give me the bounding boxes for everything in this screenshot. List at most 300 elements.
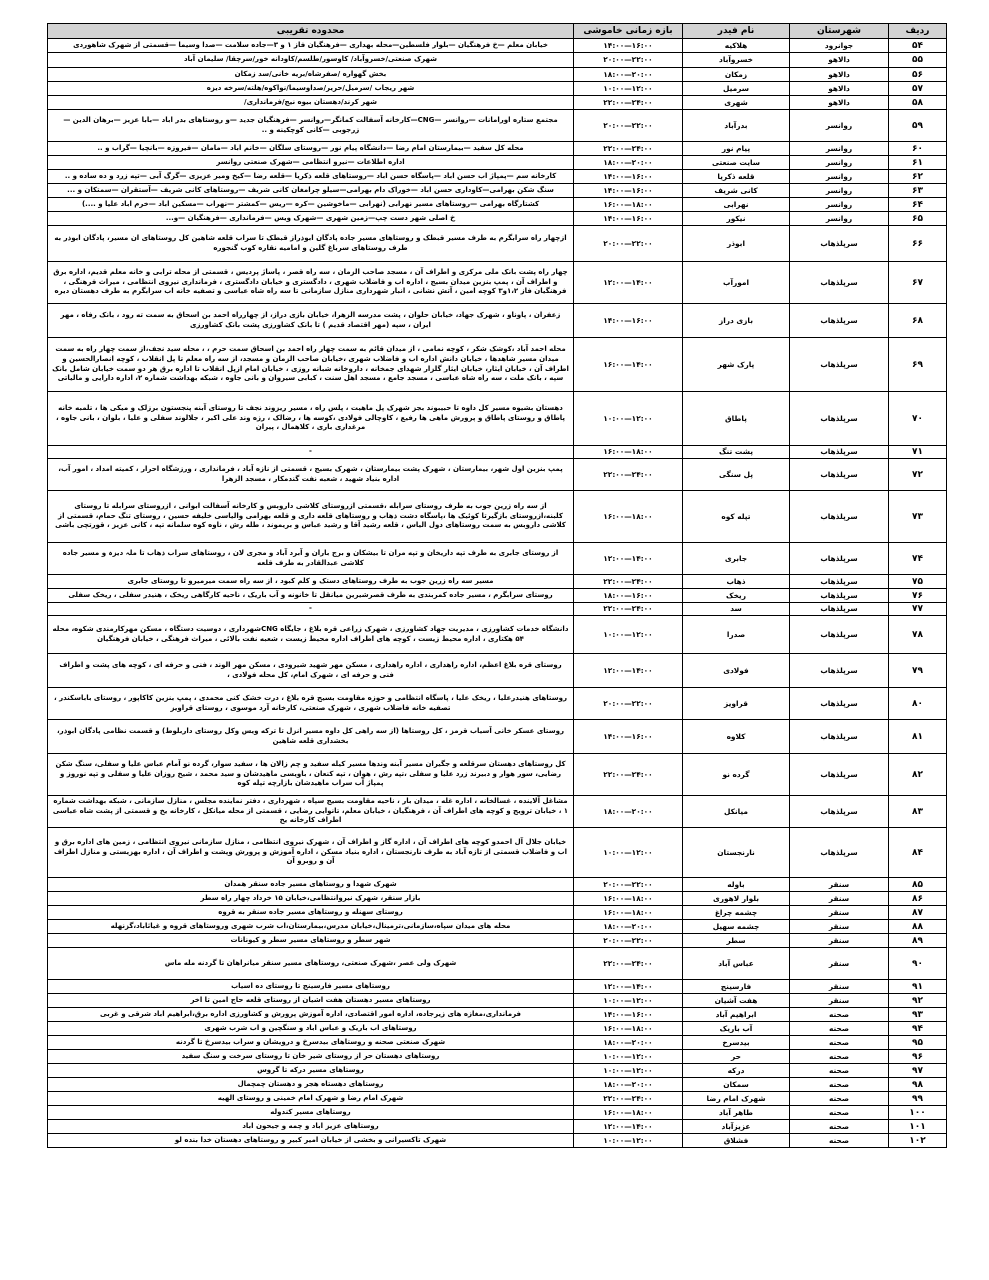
feeder-cell: جابری: [683, 543, 790, 575]
city-cell: سرپلذهاب: [790, 796, 889, 828]
outage-schedule-table: [47, 23, 947, 1148]
outage-time-cell: ۱۴:۰۰—۱۶:۰۰: [574, 184, 683, 198]
table-row: [48, 1078, 947, 1092]
outage-time-cell: ۱۸:۰۰—۲۰:۰۰: [574, 1036, 683, 1050]
outage-time-cell: ۲۲:۰۰—۲۴:۰۰: [574, 1092, 683, 1106]
feeder-cell: هفت آشیان: [683, 994, 790, 1008]
row-number-cell: ۹۸: [889, 1078, 947, 1092]
area-cell: چهار راه پشت بانک ملی مرکزی و اطراف آن ، مسجد صاحب الزمان ، سه راه قصر ، پاساژ پردیس ، قسمتی از محله ترابی و خانه معلم قدیم، اداره برق و اطراف آن ، پمپ بنزین میدان بسیج ، اداره اب و فاضلاب شهری ، دادگستری و خیابان دادگستری ، فرمانداری نیروی انتظامی ، میراث فرهنگی ، فرهنگیان فاز ۱،۲و۳ کوچه امین ، آتش نشانی ، انبار شهرداری منازل سازمانی تا سه راه شاه عباسی و تصفیه خانه اب سرابگرم به طرف دهستان دیره: [48, 262, 574, 304]
feeder-cell: نهرابی: [683, 198, 790, 212]
area-cell: روستاهای مسیر درکه تا گروس: [48, 1064, 574, 1078]
city-cell: جوانرود: [790, 39, 889, 53]
feeder-cell: فولادی: [683, 654, 790, 688]
area-cell: شهرک امام رضا و شهرک امام خمینی و روستای الهیه: [48, 1092, 574, 1106]
feeder-cell: درکه: [683, 1064, 790, 1078]
city-cell: سرپلذهاب: [790, 491, 889, 543]
table-row: [48, 142, 947, 156]
outage-time-cell: ۱۶:۰۰—۱۸:۰۰: [574, 446, 683, 459]
row-number-cell: ۸۲: [889, 754, 947, 796]
row-number-cell: ۷۷: [889, 603, 947, 616]
row-number-cell: ۷۸: [889, 616, 947, 654]
outage-time-cell: ۱۸:۰۰—۲۰:۰۰: [574, 1078, 683, 1092]
table-row: [48, 948, 947, 980]
header-row: [48, 24, 947, 39]
row-number-cell: ۹۵: [889, 1036, 947, 1050]
table-row: [48, 1008, 947, 1022]
table-row: [48, 720, 947, 754]
outage-time-cell: ۱۲:۰۰—۱۴:۰۰: [574, 654, 683, 688]
table-row: [48, 934, 947, 948]
row-number-cell: ۹۹: [889, 1092, 947, 1106]
outage-time-cell: ۲۰:۰۰—۲۲:۰۰: [574, 226, 683, 262]
table-row: [48, 82, 947, 96]
table-body: [48, 39, 947, 1148]
row-number-cell: ۷۰: [889, 392, 947, 446]
feeder-cell: آب باریک: [683, 1022, 790, 1036]
outage-time-cell: ۱۸:۰۰—۱۶:۰۰: [574, 589, 683, 603]
city-cell: صحنه: [790, 1036, 889, 1050]
area-cell: بخش گهواره /صفرشاه/بریه خانی/سد زمکان: [48, 68, 574, 82]
area-cell: شهرک صنعتی/خسروآباد/ کاوسور/طلسم/کاودانه خور/سرچقا/ سلیمان آباد: [48, 53, 574, 68]
city-cell: دالاهو: [790, 53, 889, 68]
feeder-cell: بلوار لاهوری: [683, 892, 790, 906]
feeder-cell: قلعه ذکریا: [683, 170, 790, 184]
header-row-number: ردیف: [889, 24, 947, 39]
row-number-cell: ۵۸: [889, 96, 947, 110]
row-number-cell: ۷۴: [889, 543, 947, 575]
city-cell: سرپلذهاب: [790, 262, 889, 304]
table-row: [48, 688, 947, 720]
city-cell: روانسر: [790, 142, 889, 156]
city-cell: سرپلذهاب: [790, 654, 889, 688]
feeder-cell: پیام نور: [683, 142, 790, 156]
outage-time-cell: ۱۶:۰۰—۱۸:۰۰: [574, 198, 683, 212]
header-city: شهرستان: [790, 24, 889, 39]
city-cell: سنقر: [790, 948, 889, 980]
outage-time-cell: ۱۰:۰۰—۱۲:۰۰: [574, 1134, 683, 1148]
row-number-cell: ۶۲: [889, 170, 947, 184]
table-row: [48, 1064, 947, 1078]
city-cell: روانسر: [790, 198, 889, 212]
feeder-cell: بدرآباد: [683, 110, 790, 142]
table-row: [48, 170, 947, 184]
row-number-cell: ۶۰: [889, 142, 947, 156]
area-cell: خ اصلی شهر دست چپ—زمین شهری —شهرک ویس —فرمانداری —فرهنگیان —و...: [48, 212, 574, 226]
city-cell: روانسر: [790, 212, 889, 226]
outage-time-cell: ۲۰:۰۰—۲۲:۰۰: [574, 934, 683, 948]
city-cell: سنقر: [790, 892, 889, 906]
outage-time-cell: ۱۶:۰۰—۱۸:۰۰: [574, 1106, 683, 1120]
table-row: [48, 994, 947, 1008]
row-number-cell: ۶۵: [889, 212, 947, 226]
outage-time-cell: ۲۲:۰۰—۲۴:۰۰: [574, 754, 683, 796]
outage-time-cell: ۲۲:۰۰—۲۴:۰۰: [574, 96, 683, 110]
feeder-cell: باوله: [683, 878, 790, 892]
city-cell: سرپلذهاب: [790, 616, 889, 654]
area-cell: روستاهای اب باریک و عباس اباد و سنگچین و اب شرب شهری: [48, 1022, 574, 1036]
feeder-cell: ابوذر: [683, 226, 790, 262]
city-cell: سنقر: [790, 878, 889, 892]
table-row: [48, 262, 947, 304]
area-cell: بازار سنقر، شهرک نیروانتظامی،خیابان ۱۵ خرداد چهار راه سطر: [48, 892, 574, 906]
feeder-cell: کانی شریف: [683, 184, 790, 198]
area-cell: روستاهای مسیر فارسینج تا روستای ده اسیاب: [48, 980, 574, 994]
city-cell: سرپلذهاب: [790, 603, 889, 616]
row-number-cell: ۵۹: [889, 110, 947, 142]
table-header: [48, 24, 947, 39]
feeder-cell: میانکل: [683, 796, 790, 828]
city-cell: سرپلذهاب: [790, 688, 889, 720]
table-row: [48, 796, 947, 828]
city-cell: روانسر: [790, 110, 889, 142]
area-cell: سنگ شکن بهرامی—کاوداری حسن اباد —خوراک دام بهرامی—سیلو چرامغان کانی شریف —روستاهای کانی شریف —آستقران —سمتکان و ...: [48, 184, 574, 198]
city-cell: روانسر: [790, 170, 889, 184]
city-cell: سنقر: [790, 934, 889, 948]
table-row: [48, 68, 947, 82]
city-cell: صحنه: [790, 1022, 889, 1036]
outage-time-cell: ۲۰:۰۰—۲۲:۰۰: [574, 53, 683, 68]
feeder-cell: چشمه چراغ: [683, 906, 790, 920]
row-number-cell: ۷۶: [889, 589, 947, 603]
feeder-cell: کلاوه: [683, 720, 790, 754]
area-cell: روستاهای هنیدرعلیا ، ریخک علیا ، پاسگاه انتظامی و حوزه مقاومت بسیج قره بلاغ ، درت خشک کنی محمدی ، پمپ بنزین کاکاپور ، روستای باباسکندر ، تصفیه خانه فاضلاب شهری ، شهرک صنعتی، کارخانه آرد موسوی ، روستای قراویز: [48, 688, 574, 720]
area-cell: فرمانداری،مغازه های زیرجاده، اداره امور اقتصادی، اداره آموزش پرورش و کشاورزی اداره برق،ابراهیم اباد شرقی و غربی: [48, 1008, 574, 1022]
city-cell: سرپلذهاب: [790, 589, 889, 603]
feeder-cell: پارک شهر: [683, 338, 790, 392]
outage-time-cell: ۱۲:۰۰—۱۴:۰۰: [574, 980, 683, 994]
feeder-cell: پاطاق: [683, 392, 790, 446]
area-cell: دهستان بشیوه مسیر کل داوه تا حبیبوند بجز شهرک پل ماهیت ، پلس راه ، مسیر ریزوند نجف تا روستای آبنه پنجستون برزلک و میکی ها ، تلمبه خانه پاطاق و روستای پاطاق و پرورش ماهی ها رفیع ، کاوچالی فولادی ،کوسه ها ، رضالک ، رزه وند علی اکبر ، جلالوند سفلی و علیا ، بلوان ، بانی جاوه ، مرغداری باری ، کلاهمال ، پیران: [48, 392, 574, 446]
table-row: [48, 212, 947, 226]
row-number-cell: ۹۱: [889, 980, 947, 994]
area-cell: از روستای جابری به طرف تپه داریخان و تپه مران تا بیشکان و برج باران و آبرد آباد و مجری لان ، روستاهای سراب ذهاب تا ملہ دیزہ و مسیر جاده کلاشی عبدالقادر به طرف قلعه: [48, 543, 574, 575]
area-cell: روستای عسکر خانی آسیاب قرمز ، کل روستاها (از سه راهی کل داوه مسیر انزل تا ترکه ویس وکل روستای داربلوط) و قسمت نظامی پادگان ابوذر، بخشداری قلعه شاهین: [48, 720, 574, 754]
table-row: [48, 1036, 947, 1050]
city-cell: سرپلذهاب: [790, 575, 889, 589]
outage-time-cell: ۱۸:۰۰—۲۰:۰۰: [574, 920, 683, 934]
outage-time-cell: ۱۲:۰۰—۱۴:۰۰: [574, 543, 683, 575]
table-row: [48, 198, 947, 212]
area-cell: روستاهای دهستاه هجر و دهستان چمچمال: [48, 1078, 574, 1092]
city-cell: روانسر: [790, 184, 889, 198]
row-number-cell: ۶۹: [889, 338, 947, 392]
city-cell: سرپلذهاب: [790, 459, 889, 491]
feeder-cell: چشمه سهیل: [683, 920, 790, 934]
area-cell: روستای قره بلاغ اعظم، اداره راهداری ، اداره راهداری ، مسکن مهر شهید شیرودی ، مسکن مهر الوند ، فنی و حرفه ای ، کوچه های پشت و اطراف فنی و حرفه ای ، شهرک امام، کل محله فولادی ،: [48, 654, 574, 688]
table-row: [48, 920, 947, 934]
feeder-cell: صدرا: [683, 616, 790, 654]
feeder-cell: حر: [683, 1050, 790, 1064]
header-area: محدوده تقریبی: [48, 24, 574, 39]
feeder-cell: سرمیل: [683, 82, 790, 96]
row-number-cell: ۶۴: [889, 198, 947, 212]
feeder-cell: بیدسرخ: [683, 1036, 790, 1050]
outage-time-cell: ۱۸:۰۰—۲۰:۰۰: [574, 156, 683, 170]
row-number-cell: ۱۰۱: [889, 1120, 947, 1134]
feeder-cell: بازی دراز: [683, 304, 790, 338]
table-row: [48, 654, 947, 688]
area-cell: محله احمد آباد ،کوشک شکر ، کوچه نمامی ، از میدان قائم به سمت چهار راه احمد بن اسحاق سمت حرم ، ، محله سید نجف،از سمت چهار راه به سمت میدان مسیر شاهدها ، خیابان دانش اداره اب و فاضلاب شهری ،خیابان صاحب الزمان و مسجد، از سه راه معلم تا پل انقلاب ، کوچه انصارالحسین و اطراف آن ، خیابان ایثار، خیابان ایثار گلزار شهدای جمخانه ، داروخانه شبانه روزی ، خیابان امام ازپل انقلاب تا اداره برق هر دو سمت خیابان شامل بانک سپه ، بانک ملت ، سه راه شاه عباسی ، مسجد جامع ، مسجد اهل سنت ، کبابی سیروان و بانی جاوه ، شبکه بهداشت شماره ۲، اداره دارایی و مالیاتی: [48, 338, 574, 392]
city-cell: سنقر: [790, 920, 889, 934]
row-number-cell: ۷۳: [889, 491, 947, 543]
feeder-cell: ذهاب: [683, 575, 790, 589]
city-cell: سرپلذهاب: [790, 304, 889, 338]
row-number-cell: ۸۵: [889, 878, 947, 892]
outage-time-cell: ۱۰:۰۰—۱۲:۰۰: [574, 1064, 683, 1078]
outage-time-cell: ۱۴:۰۰—۱۶:۰۰: [574, 720, 683, 754]
table-row: [48, 39, 947, 53]
city-cell: سرپلذهاب: [790, 543, 889, 575]
table-row: [48, 892, 947, 906]
table-row: [48, 1092, 947, 1106]
outage-time-cell: ۱۴:۰۰—۱۶:۰۰: [574, 304, 683, 338]
row-number-cell: ۵۷: [889, 82, 947, 96]
table-row: [48, 156, 947, 170]
row-number-cell: ۵۵: [889, 53, 947, 68]
table-row: [48, 96, 947, 110]
outage-time-cell: ۱۴:۰۰—۱۶:۰۰: [574, 1008, 683, 1022]
table-row: [48, 459, 947, 491]
area-cell: روستاهای مسیر کندوله: [48, 1106, 574, 1120]
city-cell: صحنه: [790, 1120, 889, 1134]
table-row: [48, 392, 947, 446]
feeder-cell: زمکان: [683, 68, 790, 82]
city-cell: سرپلذهاب: [790, 338, 889, 392]
row-number-cell: ۶۶: [889, 226, 947, 262]
feeder-cell: پل سنگی: [683, 459, 790, 491]
city-cell: سرپلذهاب: [790, 828, 889, 878]
area-cell: از سه راه زرین جوب به طرف روستای سرابله ،قسمتی ازروستای کلاشی داروبس و کارخانه آسفالت ابوانی ، ازروستای سرابله تا روستای کلبنه،ازروستای بازگیرتا کوئیک ها ،پاسگاه دشت ذهاب و روستاهای قلعه داری و قلعه بهرامی والیاسی خلیفه حسین ، روستای تنگ حمام، قسمتی از کلاشی داروبس به سمت روستاهای دول الیاس ، قلعه رشید آقا و رشید عباس و بریموند ، طله رش ، ناوه کوه سلمانه تپه ، کانی عزیز ، قورتچی باشی: [48, 491, 574, 543]
outage-time-cell: ۱۴:۰۰—۱۶:۰۰: [574, 212, 683, 226]
outage-time-cell: ۲۰:۰۰—۲۲:۰۰: [574, 688, 683, 720]
feeder-cell: ریخک: [683, 589, 790, 603]
area-cell: روستای سرابگرم ، مسیر جاده کمربندی به طرف قصرشیرین میانقل تا خانونه و آب باریک ، ناحیه کارگاهی ریخک ، هنیدر سفلی ، ریخک سفلی: [48, 589, 574, 603]
row-number-cell: ۹۲: [889, 994, 947, 1008]
area-cell: شهر ریجاب /سرمیل/حریر/صداوسیما/نواکوه/هلته/سرخه دیزه: [48, 82, 574, 96]
outage-time-cell: ۱۲:۰۰—۱۴:۰۰: [574, 262, 683, 304]
city-cell: صحنه: [790, 1008, 889, 1022]
area-cell: شهر کرند/دهستان بیوه نیج/فرمانداری/: [48, 96, 574, 110]
area-cell: پمپ بنزین اول شهر، بیمارستان ، شهرک پشت بیمارستان ، شهرک بسیج ، قسمتی از نازه آباد ، فرمانداری ، ورزشگاه احرار ، کمیته امداد ، امور آب، اداره بنیاد شهید ، شعبه نفت گندمکار ، مسجد الزهرا: [48, 459, 574, 491]
table-row: [48, 304, 947, 338]
feeder-cell: پشت تنگ: [683, 446, 790, 459]
row-number-cell: ۵۶: [889, 68, 947, 82]
city-cell: سرپلذهاب: [790, 392, 889, 446]
city-cell: سرپلذهاب: [790, 226, 889, 262]
table-row: [48, 491, 947, 543]
feeder-cell: عباس آباد: [683, 948, 790, 980]
table-row: [48, 1050, 947, 1064]
table-row: [48, 226, 947, 262]
row-number-cell: ۸۴: [889, 828, 947, 878]
area-cell: محله های میدان سپاه،سازمانی،ترمینال،خیابان مدرس،بیمارستان،اب شرب شهری وروستاهای قروه و غیاثاباد،گزنهله: [48, 920, 574, 934]
outage-schedule-sheet: [47, 23, 946, 1148]
table-row: [48, 53, 947, 68]
area-cell: شهرک تاکسیرانی و بخشی از خیابان امیر کبیر و روستاهای دهستان خدا بنده لو: [48, 1134, 574, 1148]
row-number-cell: ۹۷: [889, 1064, 947, 1078]
feeder-cell: ابراهیم آباد: [683, 1008, 790, 1022]
outage-time-cell: ۱۸:۰۰—۲۰:۰۰: [574, 68, 683, 82]
area-cell: روستاهای مسیر دهستان هفت اشیان از روستای قلعه حاج امین تا اخر: [48, 994, 574, 1008]
city-cell: صحنه: [790, 1050, 889, 1064]
city-cell: صحنه: [790, 1106, 889, 1120]
row-number-cell: ۶۳: [889, 184, 947, 198]
feeder-cell: طاهر آباد: [683, 1106, 790, 1120]
feeder-cell: سایت صنعتی: [683, 156, 790, 170]
feeder-cell: شهرک امام رضا: [683, 1092, 790, 1106]
row-number-cell: ۸۹: [889, 934, 947, 948]
outage-time-cell: ۱۶:۰۰—۱۸:۰۰: [574, 1022, 683, 1036]
row-number-cell: ۶۸: [889, 304, 947, 338]
city-cell: صحنه: [790, 1064, 889, 1078]
area-cell: خیابان جلال آل احمدو کوچه های اطراف آن ، اداره گاز و اطراف آن ، شهرک نیروی انتظامی ، منازل سازمانی نیروی انتظامی ، زمین های اداره برق و اب و فاضلاب قسمتی از تازه آباد به طرف نارنجستان ، اداره بنیاد مسکن ، اداره آموزش و پرورش وپشت و اطراف آن ، اداره بهزیستی و منازل اطراف آن و روبرو آن: [48, 828, 574, 878]
area-cell: شهرک شهدا و روستاهای مسیر جاده سنقر همدان: [48, 878, 574, 892]
feeder-cell: شهری: [683, 96, 790, 110]
outage-time-cell: ۱۶:۰۰—۱۴:۰۰: [574, 338, 683, 392]
city-cell: دالاهو: [790, 82, 889, 96]
area-cell: خیابان معلم —خ فرهنگیان —بلوار فلسطین—محله بهداری —فرهنگیان فاز ۱ و ۳—جاده سلامت —صدا وسیما —قسمتی از شهرک شاهوردی: [48, 39, 574, 53]
table-row: [48, 575, 947, 589]
outage-time-cell: ۱۴:۰۰—۱۶:۰۰: [574, 170, 683, 184]
table-row: [48, 603, 947, 616]
area-cell: -: [48, 603, 574, 616]
area-cell: روستاهای عزیز اباد و چمه و جیحون اباد: [48, 1120, 574, 1134]
table-row: [48, 1120, 947, 1134]
row-number-cell: ۸۸: [889, 920, 947, 934]
outage-time-cell: ۱۸:۰۰—۲۰:۰۰: [574, 796, 683, 828]
row-number-cell: ۹۳: [889, 1008, 947, 1022]
city-cell: صحنه: [790, 1078, 889, 1092]
table-row: [48, 616, 947, 654]
table-row: [48, 589, 947, 603]
outage-time-cell: ۱۰:۰۰—۱۲:۰۰: [574, 616, 683, 654]
outage-time-cell: ۲۲:۰۰—۲۴:۰۰: [574, 948, 683, 980]
area-cell: کل روستاهای دهستان سرقلعه و جگیران مسیر آبنه وندها مسیر کیله سفید و چم زالان ها ، سفید سوار، گرده نو آمام عباس علیا و سفلی، سنگ شکن رضایی، سور هوار و دبیرند زرد علیا و سفلی ،تپه رش ، هوان ، تپه کنعان ، باویسی ماهیدشان و سید محمد ، شیخ روزان علیا و سفلی و تپه نوروز و پمپاژ آب سراب ماهیدشان بازارچه تپله کوه: [48, 754, 574, 796]
table-row: [48, 906, 947, 920]
outage-time-cell: ۱۰:۰۰—۱۲:۰۰: [574, 392, 683, 446]
outage-time-cell: ۱۰:۰۰—۱۲:۰۰: [574, 828, 683, 878]
outage-time-cell: ۱۲:۰۰—۱۴:۰۰: [574, 1120, 683, 1134]
table-row: [48, 446, 947, 459]
feeder-cell: هلاکیه: [683, 39, 790, 53]
row-number-cell: ۶۷: [889, 262, 947, 304]
feeder-cell: قراویز: [683, 688, 790, 720]
outage-time-cell: ۱۰:۰۰—۱۲:۰۰: [574, 1050, 683, 1064]
city-cell: دالاهو: [790, 68, 889, 82]
outage-time-cell: ۱۴:۰۰—۱۶:۰۰: [574, 39, 683, 53]
outage-time-cell: ۲۰:۰۰—۲۲:۰۰: [574, 878, 683, 892]
feeder-cell: نیکور: [683, 212, 790, 226]
table-row: [48, 754, 947, 796]
table-row: [48, 110, 947, 142]
feeder-cell: عزیزآباد: [683, 1120, 790, 1134]
outage-time-cell: ۱۶:۰۰—۱۸:۰۰: [574, 892, 683, 906]
outage-time-cell: ۱۶:۰۰—۱۸:۰۰: [574, 491, 683, 543]
area-cell: دانشگاه خدمات کشاورزی ، مدیریت جهاد کشاورزی ، شهرک زراعی قره بلاغ ، جایگاه CNGشهرداری ، دوسیت دستگاه ، مسکن مهرکارمندی شکوه، محله ۵۴ هکتاری ، اداره محیط زیست ، کوچه های اطراف اداره محیط زیست ، شعبه نفت بالائی ، میراث فرهنگی ، خیابان فرهنگیان: [48, 616, 574, 654]
city-cell: سرپلذهاب: [790, 720, 889, 754]
area-cell: مسیر سه راه زرین جوب به طرف روستاهای دستک و کلم کبود ، از سه راه سمت میرمیرو تا روستای جابری: [48, 575, 574, 589]
feeder-cell: گرده نو: [683, 754, 790, 796]
outage-time-cell: ۲۲:۰۰—۲۴:۰۰: [574, 603, 683, 616]
table-row: [48, 543, 947, 575]
area-cell: روستای سهنله و روستاهای مسیر جاده سنقر به قروه: [48, 906, 574, 920]
outage-time-cell: ۲۲:۰۰—۲۴:۰۰: [574, 142, 683, 156]
header-outage-time: بازه زمانی خاموشی: [574, 24, 683, 39]
row-number-cell: ۷۵: [889, 575, 947, 589]
area-cell: شهرک ولی عصر ،شهرک صنعتی، روستاهای مسیر سنقر میانراهان تا گردنه مله ماس: [48, 948, 574, 980]
table-row: [48, 980, 947, 994]
outage-time-cell: ۱۶:۰۰—۱۸:۰۰: [574, 906, 683, 920]
area-cell: ازچهار راه سرابگرم به طرف مسیر قبطک و روستاهای مسیر جاده پادگان ابوذراز قبطک تا سراب قلعه شاهین کل روستاهای ان مسیر، پادگان ابوذر به طرف روستاهای سرباغ گلین و امامیه نقاره کوب گنجوره: [48, 226, 574, 262]
row-number-cell: ۸۰: [889, 688, 947, 720]
row-number-cell: ۸۳: [889, 796, 947, 828]
row-number-cell: ۸۶: [889, 892, 947, 906]
header-feeder: نام فیدر: [683, 24, 790, 39]
city-cell: دالاهو: [790, 96, 889, 110]
area-cell: -: [48, 446, 574, 459]
row-number-cell: ۸۱: [889, 720, 947, 754]
row-number-cell: ۱۰۲: [889, 1134, 947, 1148]
area-cell: محله کل سفید —بیمارستان امام رضا —دانشگاه پیام نور —روستای سلگان —خانم اباد —مامان —فیروزه —بانچیا —گراب و ..: [48, 142, 574, 156]
area-cell: کارخانه سم —پمپاژ اب حسن اباد —پاسگاه حسن اباد —روستاهای قلعه ذکریا —قلعه رضا —کیخ ومیر عزیزی —گرگ آبی —تپه زرد و ده ساده و ..: [48, 170, 574, 184]
row-number-cell: ۷۲: [889, 459, 947, 491]
outage-time-cell: ۲۲:۰۰—۲۴:۰۰: [574, 575, 683, 589]
area-cell: شهرک صنعتی صحنه و روستاهای بیدسرخ و درویشان و سراب بیدسرخ تا گردنه: [48, 1036, 574, 1050]
feeder-cell: نارنجستان: [683, 828, 790, 878]
table-row: [48, 338, 947, 392]
table-row: [48, 1106, 947, 1120]
table-row: [48, 878, 947, 892]
city-cell: سنقر: [790, 906, 889, 920]
table-row: [48, 1022, 947, 1036]
feeder-cell: سمکان: [683, 1078, 790, 1092]
outage-time-cell: ۲۲:۰۰—۲۴:۰۰: [574, 459, 683, 491]
row-number-cell: ۵۴: [889, 39, 947, 53]
area-cell: روستاهای دهستان حر از روستای شیر خان تا روستای سرخت و سنگ سفید: [48, 1050, 574, 1064]
outage-time-cell: ۲۰:۰۰—۲۲:۰۰: [574, 110, 683, 142]
city-cell: سرپلذهاب: [790, 446, 889, 459]
area-cell: شهر سطر و روستاهای مسیر سطر و کیونانات: [48, 934, 574, 948]
feeder-cell: سد: [683, 603, 790, 616]
row-number-cell: ۹۴: [889, 1022, 947, 1036]
city-cell: روانسر: [790, 156, 889, 170]
area-cell: مجتمع ستاره اورامانات —روانسر —CNG—کارخانه آسفالت کمانگر—روانسر —فرهنگیان جدید —و روستاهای بدر اباد —بابا عزیز —برهان الدین —زرجوبی —کانی کوچکینه و ..: [48, 110, 574, 142]
area-cell: زعفران ، پاوناو ، شهرک جهاد، خیابان حلوان ، پشت مدرسه الزهرا، خیابان بازی دراز، از چهارراه احمد بن اسحاق به سمت ته رود ، بانک رفاه ، مهر ایران ، سپه (مهر اقتصاد قدیم ) تا بانک کشاورزی پشت بانک کشاورزی: [48, 304, 574, 338]
feeder-cell: تپله کوه: [683, 491, 790, 543]
area-cell: مشاغل آلاینده ، غسالخانه ، اداره غله ، میدان بار ، ناحیه مقاومت بسیج سپاه ، شهرداری ، دفتر نماینده مجلس ، منازل سازمانی ، شبکه بهداشت شماره ۱ ، خیابان ترویج و کوچه های اطراف آن ، فرهنگیان ، خیابان معلم، تانوایی رضایی ، قسمتی از محله میانکل ، کارخانه یخ و قسمتی از پشت شاه عباسی اطراف کارخانه یخ: [48, 796, 574, 828]
area-cell: کشتارگاه بهرامی —روستاهای مسیر نهرابی (نهرابی —ماخوشین —کره —ریس —کمشتر —نهراب —مسکین اباد —خرم اباد علیا و ....): [48, 198, 574, 212]
row-number-cell: ۹۰: [889, 948, 947, 980]
feeder-cell: خسروآباد: [683, 53, 790, 68]
row-number-cell: ۶۱: [889, 156, 947, 170]
outage-time-cell: ۱۰:۰۰—۱۲:۰۰: [574, 82, 683, 96]
feeder-cell: فارسینج: [683, 980, 790, 994]
row-number-cell: ۸۷: [889, 906, 947, 920]
outage-time-cell: ۱۰:۰۰—۱۲:۰۰: [574, 994, 683, 1008]
row-number-cell: ۷۹: [889, 654, 947, 688]
area-cell: اداره اطلاعات —نیرو انتظامی —شهرک صنعتی روانسر: [48, 156, 574, 170]
table-row: [48, 1134, 947, 1148]
row-number-cell: ۹۶: [889, 1050, 947, 1064]
city-cell: صحنه: [790, 1134, 889, 1148]
city-cell: سنقر: [790, 980, 889, 994]
row-number-cell: ۱۰۰: [889, 1106, 947, 1120]
table-row: [48, 184, 947, 198]
feeder-cell: امورآب: [683, 262, 790, 304]
feeder-cell: فشلاق: [683, 1134, 790, 1148]
table-row: [48, 828, 947, 878]
city-cell: سرپلذهاب: [790, 754, 889, 796]
